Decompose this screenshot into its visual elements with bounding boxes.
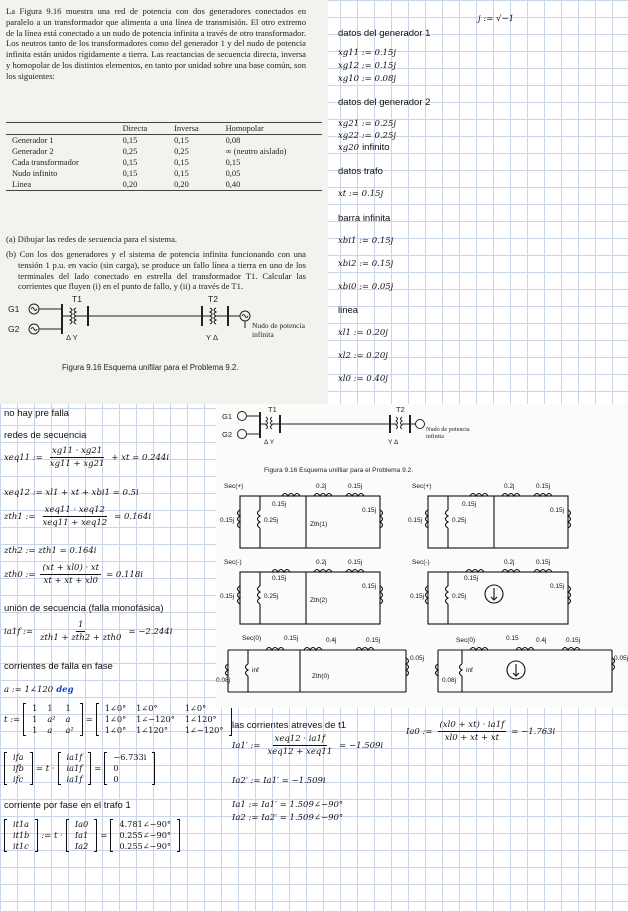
table-row: Generador 1 0,15 0,15 0,08 [12, 136, 241, 145]
svg-text:0.15j: 0.15j [220, 517, 235, 524]
table-row: Cada transformador 0,15 0,15 0,15 [12, 158, 241, 167]
transformer-symbols-left: Δ Y [66, 333, 78, 342]
no-prefault-text: no hay pre falla [4, 408, 69, 419]
t1-label: T1 [72, 294, 82, 304]
svg-text:0.25j: 0.25j [452, 593, 467, 600]
ia2-prime-formula: Ia2′ := Ia1′ = −1.509i [232, 776, 326, 786]
svg-text:0.25j: 0.25j [264, 517, 279, 524]
zth1-label: Zth(1) [310, 521, 328, 528]
svg-text:0.15j: 0.15j [348, 483, 363, 490]
svg-text:0.4j: 0.4j [536, 637, 547, 644]
svg-text:0.15j: 0.15j [566, 637, 581, 644]
barra-title: barra infinita [338, 213, 391, 224]
svg-text:0.15j: 0.15j [536, 483, 551, 490]
g2-label: G2 [8, 324, 20, 334]
table-header: Homopolar [220, 123, 322, 135]
ia1-formula: Ia1 := Ia1′ = 1.509∠−90° [232, 800, 344, 810]
negative-sequence-label: Sec(-) [224, 559, 242, 566]
t-matrix-definition: t := 1 1 1 1 a² a 1 a a² = 1∠0° 1∠0° 1∠0° 1∠0° 1∠−120° 1∠120° 1∠0° 1∠120° 1∠−120° [4, 703, 232, 736]
svg-text:Sec(+): Sec(+) [412, 483, 432, 490]
t-matrix-evaluated: 1∠0° 1∠0° 1∠0° 1∠0° 1∠−120° 1∠120° 1∠0° 1∠120° 1∠−120° [96, 703, 233, 736]
j-definition: j := √−1 [478, 14, 514, 24]
problem-statement: La Figura 9.16 muestra una red de potencia con dos generadores conectados en paralelo a un transformador que alimenta a una línea de transmisión. El otro extremo de la línea está conectado a un nudo de potencia infinita a través de otro transformador. Los neutros tanto de los transformadores como del generador 1 y del nudo de potencia infinita están unidos rígidamente a tierra. Las reactancias de secuencia directa, inversa y homopolar de los distintos elementos, en tanto por unidad sobre una base común, son los siguientes: [6, 6, 306, 81]
svg-text:0.15j: 0.15j [348, 559, 363, 566]
svg-text:0.15j: 0.15j [464, 575, 479, 582]
ia0-formula: Ia0 := $\frac{(xl0 + xt) \cdot ia1f}{xl0 + xt + xt}$ = −1.763i [406, 720, 556, 743]
trafo1-currents-result: 4.781∠−90° 0.255∠−90° 0.255∠−90° [110, 819, 180, 852]
svg-text:0.2j: 0.2j [316, 483, 327, 490]
svg-text:0.05j: 0.05j [410, 655, 425, 662]
svg-text:0.15j: 0.15j [272, 501, 287, 508]
zth0-label: Zth(0) [312, 673, 330, 680]
xg22: xg22 := 0.25j [338, 131, 397, 141]
ia1f-formula: ia1f := $\frac{1}{\text{zth1 + zth2 + zth0}}$ = −2.244i [4, 620, 173, 643]
svg-text:0.08j: 0.08j [216, 677, 231, 684]
table-header: Inversa [168, 123, 219, 135]
svg-text:Y Δ: Y Δ [388, 439, 399, 446]
ia2-formula: Ia2 := Ia2′ = 1.509∠−90° [232, 813, 344, 823]
item-a: (a) Dibujar las redes de secuencia para el sistema. [6, 234, 178, 244]
svg-text:0.4j: 0.4j [326, 637, 337, 644]
zth0-formula: zth0 := $\frac{(xt + xl0) \cdot xt}{xt + xt + xl0}$ = 0.118i [4, 563, 143, 586]
svg-text:inf: inf [466, 667, 473, 674]
xg12: xg12 := 0.15j [338, 61, 397, 71]
svg-text:T1: T1 [268, 405, 277, 414]
svg-text:inf: inf [252, 667, 259, 674]
xg10: xg10 := 0.08j [338, 74, 397, 84]
g1-label: G1 [8, 304, 20, 314]
svg-text:Sec(-): Sec(-) [412, 559, 430, 566]
table-row: Nudo infinito 0,15 0,15 0,05 [12, 169, 241, 178]
svg-text:0.2j: 0.2j [504, 483, 515, 490]
diagram-scan [216, 404, 628, 708]
svg-text:0.15j: 0.15j [362, 507, 377, 514]
svg-text:0.15j: 0.15j [536, 559, 551, 566]
xl1: xl1 := 0.20j [338, 328, 388, 338]
svg-text:Figura 9.16 Esquema unifilar: Figura 9.16 Esquema unifilar para el Problema 9.2. [264, 467, 414, 474]
infinite-node-label: Nudo de potencia infinita [252, 321, 305, 339]
item-b: (b) Con los dos generadores y el sistema de potencia infinita funcionando con una tensión 1 p.u. en vacío (sin carga), se produce un fallo línea a tierra en uno de los terminales del lado conectado en estrella del transformador T1. Calcular las corrientes que fluyen (i) en el punto de fallo, y (ii) a través de T1. [6, 249, 306, 292]
reactance-table [6, 122, 322, 191]
svg-text:0.15j: 0.15j [408, 517, 423, 524]
trafo1-currents-formula: it1a it1b it1c := t · Ia0 Ia1 Ia2 = 4.781∠−90° 0.255∠−90° 0.255∠−90° [4, 819, 180, 852]
svg-text:0.15j: 0.15j [366, 637, 381, 644]
sequence-networks [216, 482, 628, 708]
xt: xt := 0.15j [338, 189, 384, 199]
svg-text:0.08j: 0.08j [442, 677, 457, 684]
zth2-formula: zth2 := zth1 = 0.164i [4, 546, 97, 556]
single-line-diagram [4, 294, 324, 376]
phase-fault-currents-text: corrientes de falla en fase [4, 661, 113, 672]
svg-text:0.15j: 0.15j [220, 593, 235, 600]
ia1-prime-formula: Ia1′ := $\frac{\text{xeq12 · ia1f}}{\text{xeq12 + xeq11}}$ = −1.509i [232, 734, 384, 757]
single-line-diagram-copy: G1 G2 T1 T2 Δ Y Y Δ Nudo de potencia infinita Figura 9.16 Esquema unifilar para el Problema 9.2. [222, 405, 470, 474]
trafo1-phase-currents-text: corriente por fase en el trafo 1 [4, 800, 131, 811]
svg-text:Sec(0): Sec(0) [456, 637, 476, 644]
xl0: xl0 := 0.40j [338, 374, 388, 384]
xl2: xl2 := 0.20j [338, 351, 388, 361]
svg-text:0.15j: 0.15j [462, 501, 477, 508]
gen2-title: datos del generador 2 [338, 97, 431, 108]
svg-text:T2: T2 [396, 405, 405, 414]
svg-text:0.15j: 0.15j [272, 575, 287, 582]
transformer-symbols-right: Y Δ [206, 333, 218, 342]
sequence-union-text: unión de secuencia (falla monofásica) [4, 603, 164, 614]
svg-text:0.15: 0.15 [506, 635, 519, 642]
zth2-label: Zth(2) [310, 597, 328, 604]
linea-title: linea [338, 305, 359, 316]
t1-currents-text: las corrientes atreves de t1 [232, 720, 347, 731]
xeq11-formula: xeq11 := $\frac{xg11 \cdot xg21}{xg11 + xg21}$ + xt = 0.244i [4, 446, 170, 469]
svg-text:0.15j: 0.15j [550, 583, 565, 590]
svg-text:0.15j: 0.15j [362, 583, 377, 590]
a-operator: a := 1∠120 deg [4, 685, 74, 695]
xg21: xg21 := 0.25j [338, 119, 397, 129]
xg11: xg11 := 0.15j [338, 48, 397, 58]
table-row: Línea 0,20 0,20 0,40 [6, 179, 322, 191]
svg-text:0.2j: 0.2j [504, 559, 515, 566]
table-header [6, 123, 117, 135]
sequence-networks-text: redes de secuencia [4, 430, 87, 441]
svg-text:Δ Y: Δ Y [264, 439, 275, 446]
svg-text:G2: G2 [222, 430, 233, 439]
xbi2: xbi2 := 0.15j [338, 259, 394, 269]
table-header: Directa [117, 123, 168, 135]
book-excerpt [0, 0, 328, 404]
zero-sequence-label: Sec(0) [242, 635, 262, 642]
zth1-formula: zth1 := $\frac{\text{xeq11 · xeq12}}{\text{xeq11 + xeq12}}$ = 0.164i [4, 505, 152, 528]
phase-currents-result: −6.733i 0 0 [104, 752, 155, 785]
figure-caption: Figura 9.16 Esquema unifilar para el Problema 9.2. [62, 363, 239, 372]
svg-text:0.05j: 0.05j [614, 655, 628, 662]
xg20-infinite: infinito [362, 142, 390, 153]
svg-text:G1: G1 [222, 412, 233, 421]
svg-text:0.15j: 0.15j [284, 635, 299, 642]
trafo-title: datos trafo [338, 166, 383, 177]
svg-text:0.2j: 0.2j [316, 559, 327, 566]
gen1-title: datos del generador 1 [338, 28, 431, 39]
svg-text:0.15j: 0.15j [550, 507, 565, 514]
t2-label: T2 [208, 294, 218, 304]
t-matrix: 1 1 1 1 a² a 1 a a² [23, 703, 83, 736]
table-row: Generador 2 0,25 0,25 ∞ (neutro aislado) [12, 147, 287, 156]
xg20: xg20 [338, 142, 360, 153]
xeq12-formula: xeq12 := xl1 + xt + xbi1 = 0.5i [4, 488, 139, 498]
svg-text:0.25j: 0.25j [264, 593, 279, 600]
xbi1: xbi1 := 0.15j [338, 236, 394, 246]
phase-currents-formula: ifa ifb ifc = t · ia1f ia1f ia1f = −6.733i 0 0 [4, 752, 155, 785]
svg-text:0.25j: 0.25j [452, 517, 467, 524]
xbi0: xbi0 := 0.05j [338, 282, 394, 292]
svg-text:0.15j: 0.15j [410, 593, 425, 600]
positive-sequence-label: Sec(+) [224, 483, 244, 490]
